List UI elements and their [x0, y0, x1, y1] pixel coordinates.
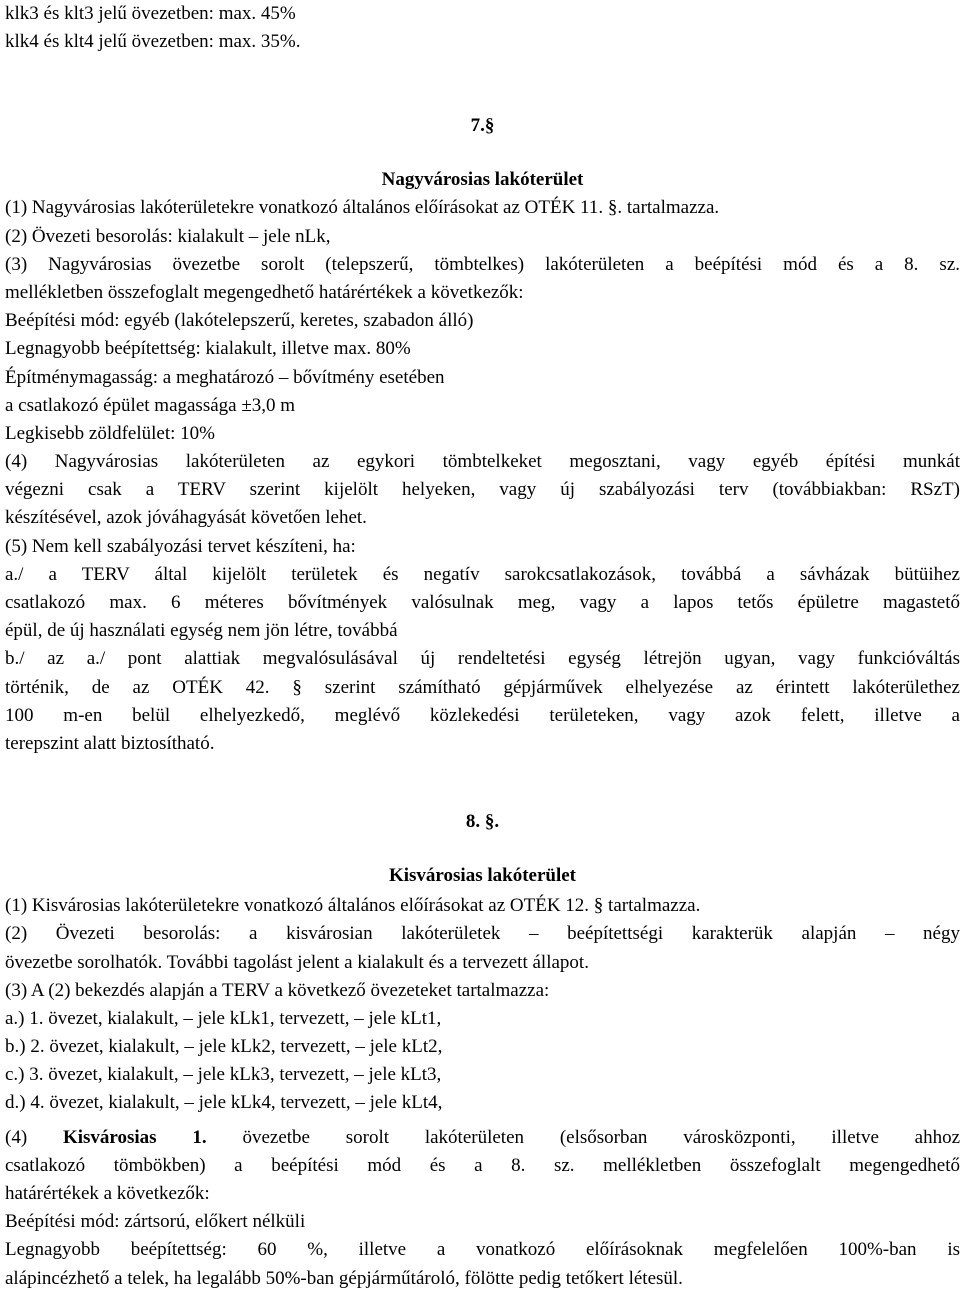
- text-line: csatlakozó max. 6 méteres bővítmények valósulnak meg, vagy a lapos tetős épületre magastető: [5, 592, 960, 613]
- zone-name: Kisvárosias 1.: [62, 1126, 207, 1148]
- list-item: c.) 3. övezet, kialakult, – jele kLk3, tervezett, – jele kLt3,: [5, 1064, 442, 1086]
- text-line: 100 m-en belül elhelyezkedő, meglévő közlekedési területeken, vagy azok felett, illetve a: [5, 704, 960, 726]
- text-line: (2) Övezeti besorolás: kialakult – jele nLk,: [5, 225, 331, 247]
- text-line: (3) Nagyvárosias övezetbe sorolt (telepszerű, tömbtelkes) lakóterületen a beépítési mód és a 8. sz.: [5, 253, 960, 275]
- text-line: végezni csak a TERV szerint kijelölt helyeken, vagy új szabályozási terv (továbbiakban: RSzT): [5, 479, 960, 501]
- text-line: Legnagyobb beépítettség: kialakult, illetve max. 80%: [5, 338, 411, 360]
- text-line: csatlakozó tömbökben) a beépítési mód és a 8. sz. mellékletben összefoglalt megengedhető: [5, 1154, 960, 1176]
- text-line: klk4 és klt4 jelű övezetben: max. 35%.: [5, 31, 301, 53]
- text-line: történik, de az OTÉK 42. § szerint számítható gépjárművek elhelyezése az érintett lakóterülethez: [5, 676, 960, 698]
- text-line: (1) Kisvárosias lakóterületekre vonatkozó általános előírásokat az OTÉK 12. § tartalmazza.: [5, 895, 701, 917]
- text-line: Legkisebb zöldfelület: 10%: [5, 422, 215, 444]
- text-line: Legnagyobb beépítettség: 60 %, illetve a vonatkozó előírásoknak megfelelően 100%-ban is: [5, 1239, 960, 1261]
- text-line: (5) Nem kell szabályozási tervet készíteni, ha:: [5, 535, 356, 557]
- text-line: Beépítési mód: zártsorú, előkert nélküli: [5, 1211, 306, 1233]
- document-page: [5, 0, 960, 1293]
- text-line: (3) A (2) bekezdés alapján a TERV a következő övezeteket tartalmazza:: [5, 979, 550, 1001]
- text-line: Beépítési mód: egyéb (lakótelepszerű, keretes, szabadon álló): [5, 310, 474, 332]
- text-line: a csatlakozó épület magassága ±3,0 m: [5, 394, 296, 416]
- section-title: Kisvárosias lakóterület: [388, 865, 576, 887]
- text-line: a./ a TERV által kijelölt területek és negatív sarokcsatlakozások, továbbá a sávházak bütüihez: [5, 563, 960, 585]
- text-line: készítésével, azok jóváhagyását követően lehet.: [5, 507, 367, 529]
- text-line: mellékletben összefoglalt megengedhető határértékek a következők:: [5, 281, 524, 303]
- list-item: a.) 1. övezet, kialakult, – jele kLk1, tervezett, – jele kLt1,: [5, 1007, 442, 1029]
- text-line: klk3 és klt3 jelű övezetben: max. 45%: [5, 3, 296, 24]
- text-line: határértékek a következők:: [5, 1183, 210, 1204]
- text-line: [5, 1124, 960, 1152]
- section-number: 7.§: [470, 115, 495, 137]
- paragraph-number: (4): [5, 1126, 28, 1148]
- section-number: 8. §.: [465, 811, 500, 833]
- text-line: (2) Övezeti besorolás: a kisvárosian lakóterületek – beépítettségi karakterük alapján – négy: [5, 923, 960, 945]
- text-line: (4) Nagyvárosias lakóterületen az egykori tömbtelkeket megosztani, vagy egyéb építési munkát: [5, 451, 960, 473]
- text-line: övezetbe sorolhatók. További tagolást jelent a kialakult és a tervezett állapot.: [5, 951, 589, 973]
- text-line: (1) Nagyvárosias lakóterületekre vonatkozó általános előírásokat az OTÉK 11. §. tartalmazza.: [5, 197, 720, 219]
- list-item: b.) 2. övezet, kialakult, – jele kLk2, tervezett, – jele kLt2,: [5, 1036, 443, 1058]
- text-line: b./ az a./ pont alattiak megvalósulásával új rendeltetési egység létrejön ugyan, vagy funkcióváltás: [5, 648, 960, 670]
- text-line: terepszint alatt biztosítható.: [5, 732, 215, 754]
- paragraph-text: övezetbe sorolt lakóterületen (elsősorban városközponti, illetve ahhoz: [242, 1126, 960, 1148]
- text-line: épül, de új használati egység nem jön létre, továbbá: [5, 620, 398, 642]
- section-title: Nagyvárosias lakóterület: [381, 169, 584, 191]
- text-line: Építménymagasság: a meghatározó – bővítmény esetében: [5, 366, 445, 388]
- list-item: d.) 4. övezet, kialakult, – jele kLk4, tervezett, – jele kLt4,: [5, 1092, 443, 1114]
- text-line: alápincézhető a telek, ha legalább 50%-ban gépjárműtároló, fölötte pedig tetőkert létesül.: [5, 1267, 683, 1289]
